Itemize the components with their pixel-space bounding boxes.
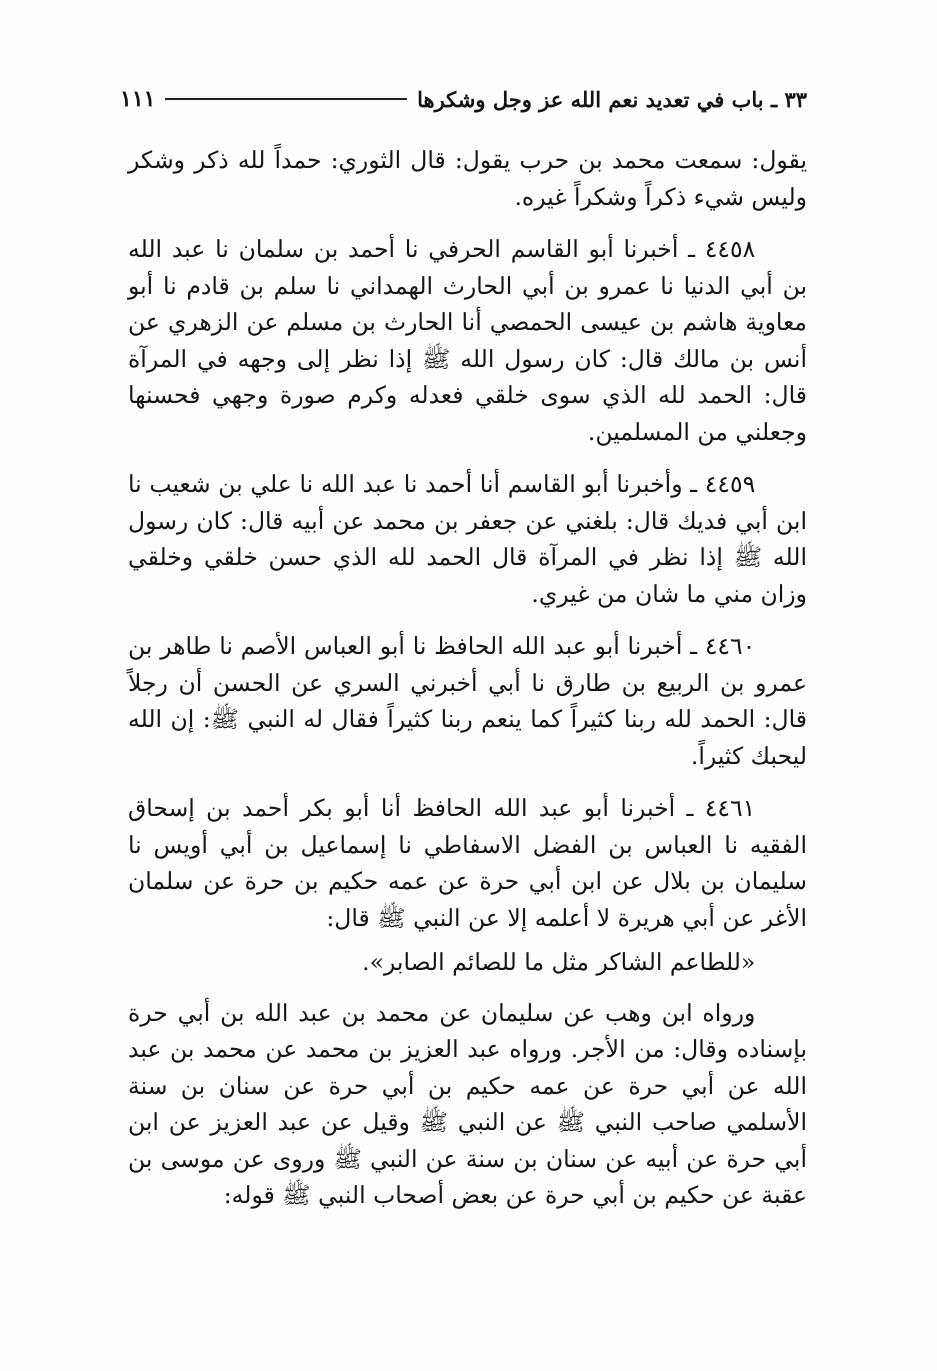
hadith-quote: «للطاعم الشاكر مثل ما للصائم الصابر». [362, 948, 756, 976]
narration-notes: ورواه ابن وهب عن سليمان عن محمد بن عبد الله بن أبي حرة بإسناده وقال: من الأجر. ورواه عبد العزيز بن محمد عن محمد بن عبد الله عن أبي حرة عن عمه حكيم بن أبي حرة عن سنان بن سنة الأسلمي صاحب النبي ﷺ عن النبي ﷺ وقيل عن عبد العزيز عن ابن أبي حرة عن أبيه عن سنان بن سنة عن النبي ﷺ وروى عن موسى بن عقبة عن حكيم بن أبي حرة عن بعض أصحاب النبي ﷺ قوله: [128, 998, 807, 1209]
header-rule [165, 98, 407, 100]
hadith-4458: ٤٤٥٨ ـ أخبرنا أبو القاسم الحرفي نا أحمد بن سلمان نا عبد الله بن أبي الدنيا نا عمرو بن أبي الحارث الهمداني نا سلم بن قادم نا أبو معاوية هاشم بن عيسى الحمصي أنا الحارث بن مسلم عن الزهري عن أنس بن مالك قال: كان رسول الله ﷺ إذا نظر إلى وجهه في المرآة قال: الحمد لله الذي سوى خلقي فعدله وكرم صورة وجهي فحسنها وجعلني من المسلمين. [128, 235, 807, 446]
page-header [120, 82, 807, 116]
hadith-4460: ٤٤٦٠ ـ أخبرنا أبو عبد الله الحافظ نا أبو العباس الأصم نا طاهر بن عمرو بن الربيع بن طارق نا أبي أخبرني السري عن الحسن أن رجلاً قال: الحمد لله ربنا كثيراً كما ينعم ربنا كثيراً فقال له النبي ﷺ: إن الله ليحبك كثيراً. [128, 632, 807, 770]
paragraph-continuation: يقول: سمعت محمد بن حرب يقول: قال الثوري: حمداً لله ذكر وشكر وليس شيء ذكراً وشكراً غيره. [128, 146, 807, 211]
page-number: ١١١ [120, 86, 156, 112]
chapter-title: ٣٣ ـ باب في تعديد نعم الله عز وجل وشكرها [417, 86, 807, 112]
hadith-4459: ٤٤٥٩ ـ وأخبرنا أبو القاسم أنا أحمد نا عبد الله نا علي بن شعيب نا ابن أبي فديك قال: بلغني عن جعفر بن محمد عن أبيه قال: كان رسول الله ﷺ إذا نظر في المرآة قال الحمد لله الذي حسن خلقي وخلقي وزان مني ما شان من غيري. [128, 470, 807, 608]
hadith-4461: ٤٤٦١ ـ أخبرنا أبو عبد الله الحافظ أنا أبو بكر أحمد بن إسحاق الفقيه نا العباس بن الفضل الاسفاطي نا إسماعيل بن أبي أويس نا سليمان بن بلال عن ابن أبي حرة عن عمه حكيم بن حرة عن سلمان الأغر عن أبي هريرة لا أعلمه إلا عن النبي ﷺ قال: [128, 794, 807, 932]
page-body [128, 142, 807, 1230]
